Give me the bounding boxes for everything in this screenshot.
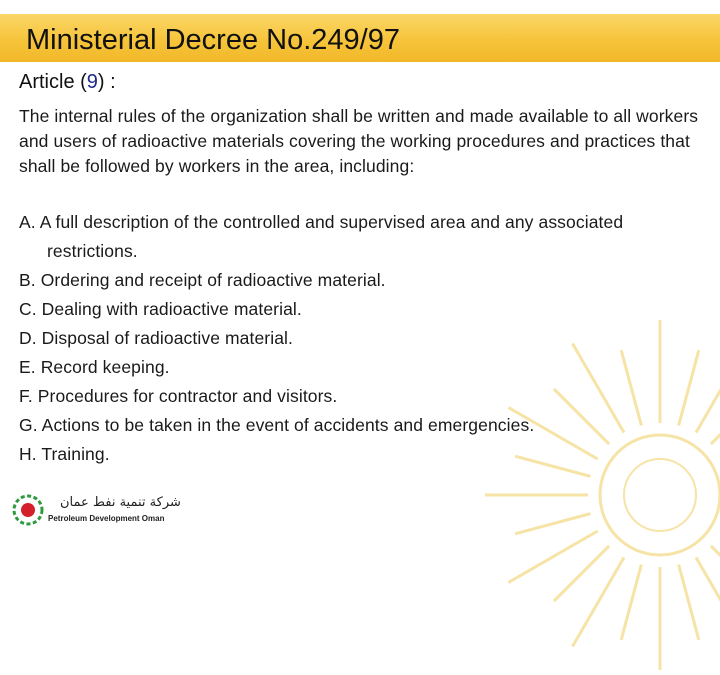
article-item-list <box>19 208 715 469</box>
article-intro: The internal rules of the organization shall be written and made available to all workers and users of radioactive materials covering the working procedures and practices that shall be followed by workers in the area, including: <box>19 106 699 176</box>
list-item-d: D. Disposal of radioactive material. <box>19 328 293 348</box>
article-label: Article ( <box>19 71 87 93</box>
list-item-g: G. Actions to be taken in the event of accidents and emergencies. <box>19 415 535 435</box>
title-band <box>0 14 720 62</box>
list-item-f: F. Procedures for contractor and visitors. <box>19 386 338 406</box>
article-label-end: ) : <box>97 71 116 93</box>
logo-arabic-text: شركة تنمية نفط عمان <box>60 495 181 510</box>
article-number: 9 <box>86 71 98 93</box>
list-item-c: C. Dealing with radioactive material. <box>19 299 302 319</box>
pdo-emblem-icon <box>12 494 44 526</box>
page-title: Ministerial Decree No.249/97 <box>26 24 400 56</box>
logo-name: Petroleum Development Oman <box>48 514 165 523</box>
list-item-b: B. Ordering and receipt of radioactive material. <box>19 270 386 290</box>
article-heading <box>19 70 116 94</box>
list-item-a: A. A full description of the controlled and supervised area and any associated restrictions. <box>19 212 624 261</box>
pdo-logo <box>12 494 182 528</box>
list-item-h: H. Training. <box>19 444 110 464</box>
list-item-e: E. Record keeping. <box>19 357 170 377</box>
